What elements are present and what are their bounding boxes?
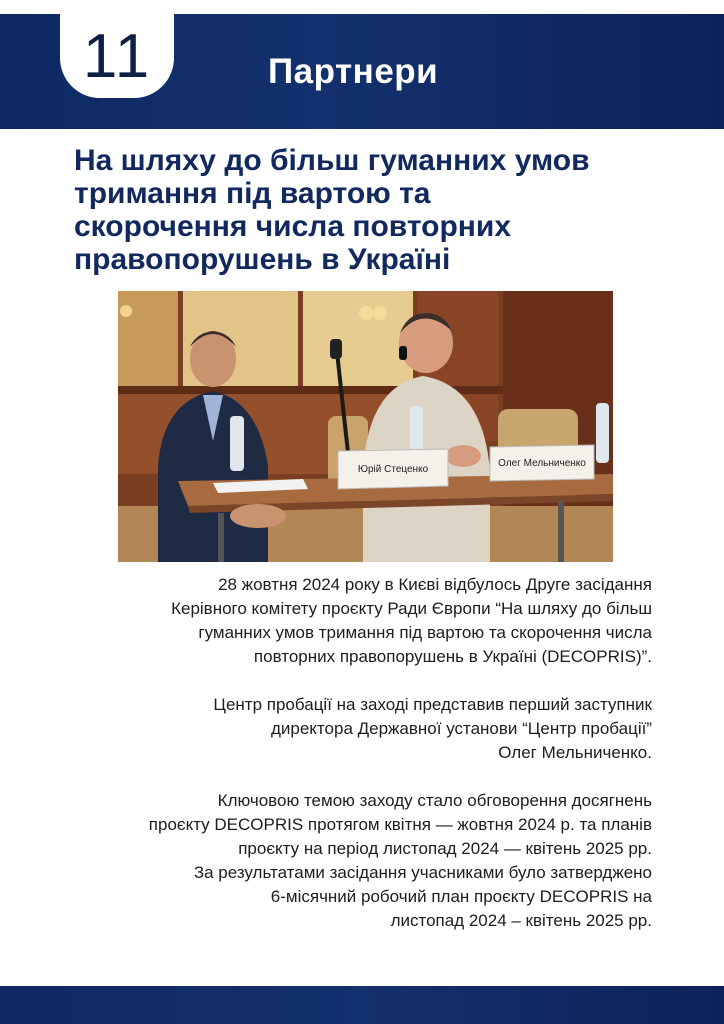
event-photo-illustration: [118, 291, 613, 562]
headline-line: скорочення числа повторних: [74, 210, 512, 243]
headline-line: правопорушень в Україні: [74, 243, 451, 276]
page-number: 11: [82, 22, 152, 91]
text-line: 28 жовтня 2024 року в Києві відбулось Друге засідання: [218, 575, 652, 594]
paragraph: [52, 693, 652, 765]
article-headline: [74, 144, 654, 276]
text-line: Керівного комітету проєкту Ради Європи “На шляху до більш: [171, 599, 652, 618]
table-leg: [558, 501, 564, 562]
microphone-head: [330, 339, 342, 359]
water-bottle: [410, 406, 423, 451]
headline-line: тримання під вартою та: [74, 177, 431, 210]
sconce-light: [373, 306, 387, 320]
text-line: Центр пробації на заході представив перший заступник: [213, 695, 652, 714]
section-title: Партнери: [268, 52, 439, 91]
paragraph: [52, 789, 652, 933]
name-tent-right-text: Олег Мельниченко: [498, 458, 586, 469]
header-banner: [0, 14, 724, 129]
headphones-icon: [399, 346, 407, 360]
sconce-light: [120, 305, 132, 317]
text-line: гуманних умов тримання під вартою та скорочення числа: [198, 623, 652, 642]
paragraph: [52, 573, 652, 669]
text-line: Ключовою темою заходу стало обговорення досягнень: [217, 791, 652, 810]
text-line: Олег Мельниченко.: [498, 743, 652, 762]
event-photo: [118, 291, 613, 562]
text-line: проєкту DECOPRIS протягом квітня — жовтня 2024 р. та планів: [148, 815, 652, 834]
text-line: директора Державної установи “Центр пробації”: [270, 719, 652, 738]
text-line: повторних правопорушень в Україні (DECOPRIS)”.: [253, 647, 652, 666]
footer-banner: [0, 986, 724, 1024]
water-bottle: [596, 403, 609, 463]
page-number-badge: [60, 14, 174, 98]
water-bottle: [230, 416, 244, 471]
sconce-light: [359, 306, 373, 320]
table-leg: [218, 513, 224, 562]
person-right-hands: [445, 445, 481, 467]
article-body: [52, 573, 652, 957]
text-line: За результатами засідання учасниками було затверджено: [193, 863, 652, 882]
text-line: 6-місячний робочий план проєкту DECOPRIS на: [270, 887, 652, 906]
name-tent-left-text: Юрій Стеценко: [357, 464, 429, 475]
text-line: проєкту на період листопад 2024 — квітень 2025 рр.: [238, 839, 652, 858]
photo-panel: [303, 291, 413, 386]
headline-line: На шляху до більш гуманних умов: [74, 144, 590, 177]
text-line: листопад 2024 – квітень 2025 рр.: [390, 911, 652, 930]
person-left-hands: [230, 504, 286, 528]
